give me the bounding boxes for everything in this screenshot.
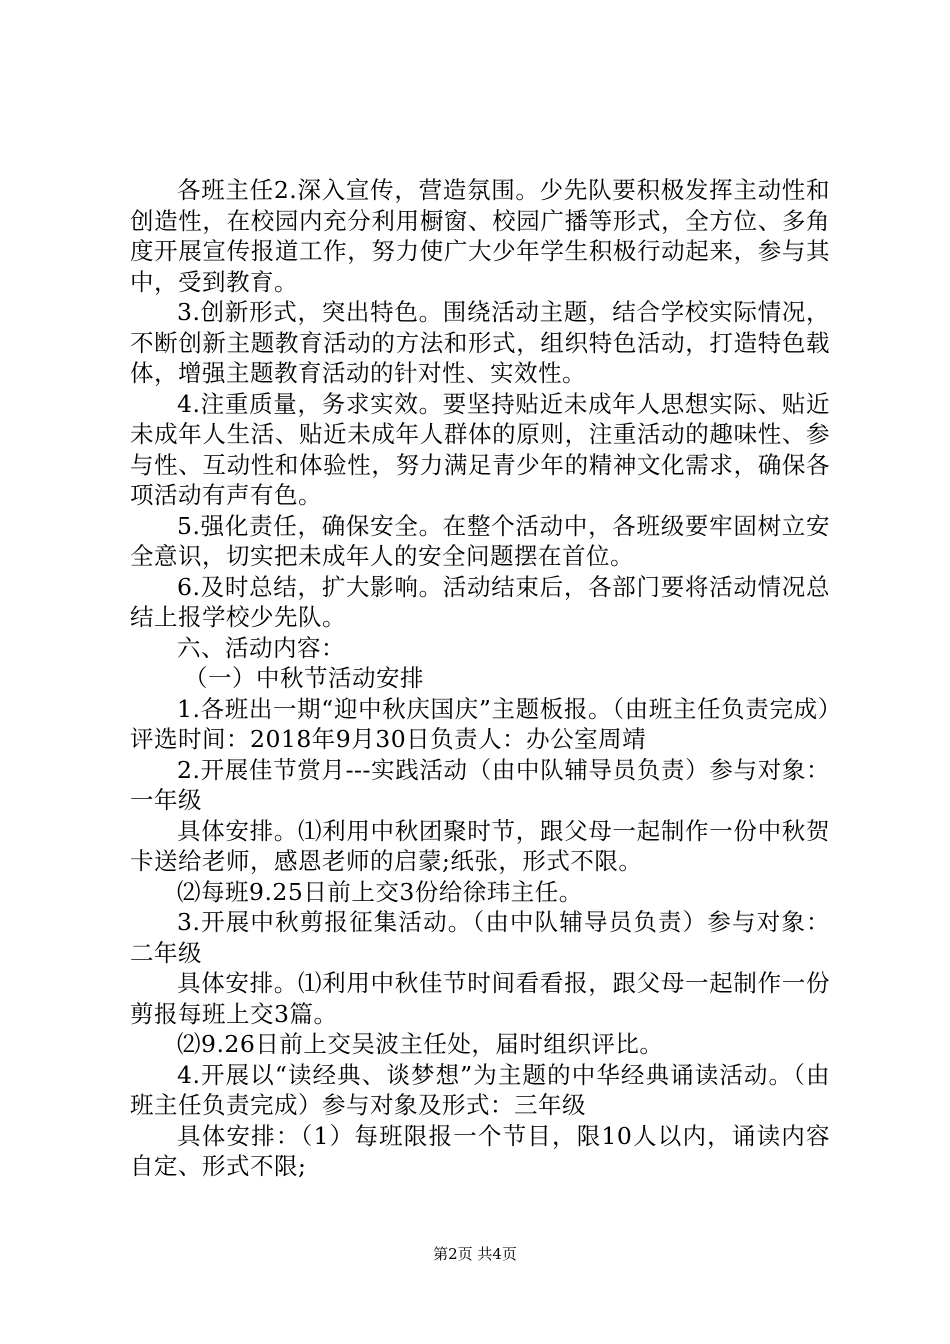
paragraph: 各班主任2.深入宣传，营造氛围。少先队要积极发挥主动性和创造性，在校园内充分利用橱窗、校园广播等形式，全方位、多角度开展宣传报道工作，努力使广大少年学生积极行动起来，参与其中，受到教育。	[130, 176, 830, 296]
paragraph: 3.开展中秋剪报征集活动。（由中队辅导员负责）参与对象：二年级	[130, 908, 830, 967]
paragraph: 2.开展佳节赏月---实践活动（由中队辅导员负责）参与对象：一年级	[130, 755, 830, 814]
page-footer	[0, 1243, 950, 1264]
paragraph: 具体安排。⑴利用中秋佳节时间看看报，跟父母一起制作一份剪报每班上交3篇。	[130, 969, 830, 1028]
paragraph: 5.强化责任，确保安全。在整个活动中，各班级要牢固树立安全意识，切实把未成年人的安全问题摆在首位。	[130, 511, 830, 570]
paragraph: 1.各班出一期“迎中秋庆国庆”主题板报。（由班主任负责完成）评选时间：2018年9月30日负责人：办公室周靖	[130, 694, 830, 753]
paragraph: 具体安排：（1）每班限报一个节目，限10人以内，诵读内容自定、形式不限;	[130, 1121, 830, 1180]
paragraph: 6.及时总结，扩大影响。活动结束后，各部门要将活动情况总结上报学校少先队。	[130, 572, 830, 631]
subsection-heading: （一）中秋节活动安排	[184, 664, 425, 692]
paragraph: 4.开展以“读经典、谈梦想”为主题的中华经典诵读活动。（由班主任负责完成）参与对象及形式：三年级	[130, 1060, 830, 1119]
paragraph: 3.创新形式，突出特色。围绕活动主题，结合学校实际情况，不断创新主题教育活动的方法和形式，组织特色活动，打造特色载体，增强主题教育活动的针对性、实效性。	[130, 298, 830, 387]
paragraph: ⑵每班9.25日前上交3份给徐玮主任。	[177, 877, 583, 906]
page-number: 第2页 共4页	[433, 1245, 517, 1263]
document-body	[130, 175, 830, 1182]
paragraph: 具体安排。⑴利用中秋团聚时节，跟父母一起制作一份中秋贺卡送给老师，感恩老师的启蒙;纸张，形式不限。	[130, 816, 830, 875]
paragraph: ⑵9.26日前上交吴波主任处，届时组织评比。	[177, 1030, 664, 1058]
section-heading: 六、活动内容：	[177, 633, 345, 662]
paragraph: 4.注重质量，务求实效。要坚持贴近未成年人思想实际、贴近未成年人生活、贴近未成年人群体的原则，注重活动的趣味性、参与性、互动性和体验性，努力满足青少年的精神文化需求，确保各项活动有声有色。	[130, 389, 830, 509]
